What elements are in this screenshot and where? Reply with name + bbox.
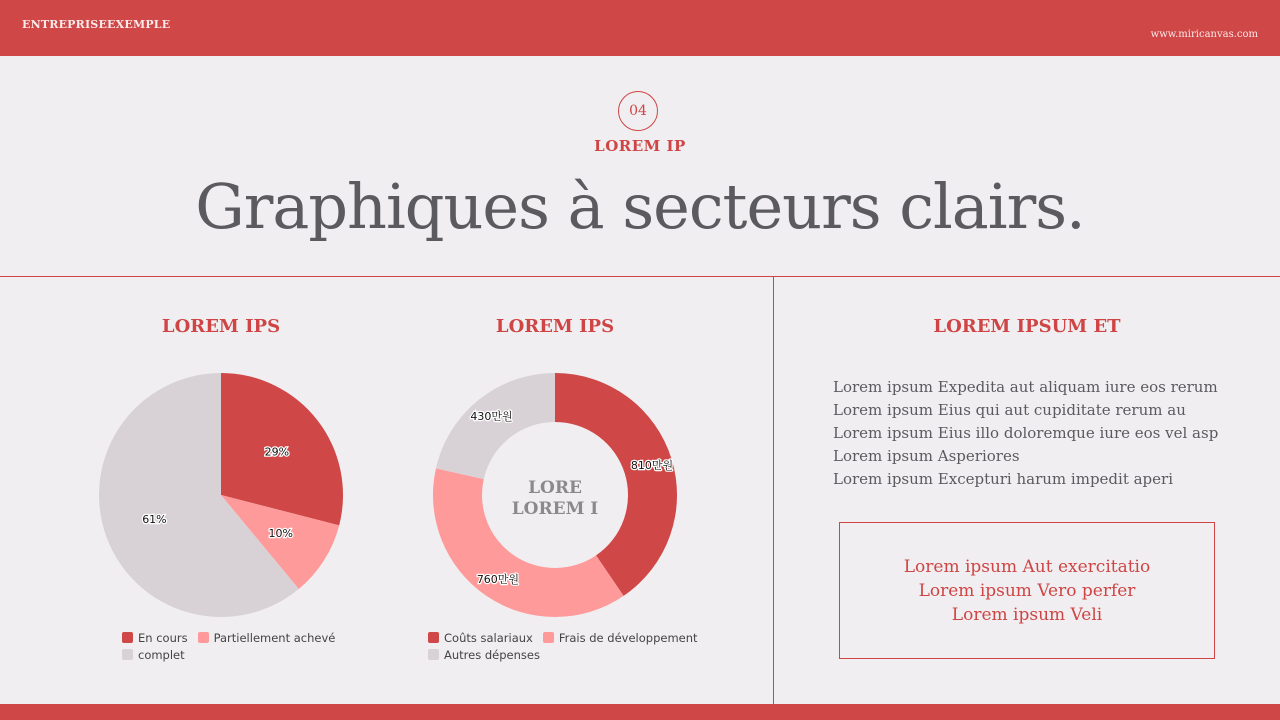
box-line: Lorem ipsum Vero perfer	[918, 580, 1136, 601]
legend-swatch	[122, 632, 133, 643]
section-label: LOREM IP	[594, 137, 686, 155]
highlight-box	[839, 522, 1215, 659]
legend-item	[122, 631, 188, 645]
legend-item	[543, 631, 698, 645]
legend-label: Autres dépenses	[444, 647, 540, 662]
legend-label: Frais de développement	[558, 630, 698, 645]
slice-value-label: 760만원	[476, 572, 520, 586]
website-url[interactable]: www.miricanvas.com	[1150, 29, 1258, 40]
slice-value-label: 29%	[264, 445, 290, 459]
box-line: Lorem ipsum Veli	[951, 604, 1103, 625]
bottom-bar	[0, 704, 1280, 720]
right-panel-title: LOREM IPSUM ET	[933, 316, 1121, 337]
pie-chart-title: LOREM IPS	[161, 316, 281, 337]
legend-label: En cours	[138, 630, 188, 645]
slice-value-label: 10%	[268, 526, 293, 540]
legend-item	[428, 631, 533, 645]
text-line: Lorem ipsum Expedita aut aliquam iure eos rerum	[833, 378, 1218, 396]
legend-swatch	[198, 632, 209, 643]
legend-swatch	[428, 632, 439, 643]
legend-label: Coûts salariaux	[444, 630, 533, 645]
text-line: Lorem ipsum Eius qui aut cupiditate rerum au	[833, 401, 1186, 419]
legend-label: complet	[138, 647, 185, 662]
donut-center-text: LORE	[528, 478, 582, 498]
pie-chart	[88, 362, 354, 628]
donut-chart	[422, 362, 688, 628]
brand-name: ENTREPRISEEXEMPLE	[22, 18, 171, 31]
legend-swatch	[122, 649, 133, 660]
slice-value-label: 61%	[142, 512, 167, 526]
vertical-divider	[773, 277, 774, 704]
donut-center-text: LOREM I	[511, 499, 599, 519]
legend-item	[122, 648, 185, 662]
legend-item	[428, 648, 540, 662]
text-line: Lorem ipsum Eius illo doloremque iure eos vel asp	[833, 424, 1219, 442]
slice-value-label: 810만원	[630, 459, 674, 473]
legend-label: Partiellement achevé	[213, 630, 336, 645]
slice-value-label: 430만원	[470, 409, 513, 423]
text-line: Lorem ipsum Asperiores	[833, 447, 1020, 465]
legend-swatch	[543, 632, 554, 643]
top-bar	[0, 0, 1280, 56]
page-title: Graphiques à secteurs clairs.	[195, 170, 1085, 243]
donut-chart-title: LOREM IPS	[495, 316, 615, 337]
legend-swatch	[428, 649, 439, 660]
text-line: Lorem ipsum Excepturi harum impedit aperi	[833, 470, 1174, 488]
pie-chart-legend	[122, 629, 345, 663]
section-number: 04	[618, 91, 658, 131]
text-list	[833, 376, 1218, 491]
donut-slice-2	[436, 373, 555, 479]
donut-chart-legend	[428, 629, 708, 663]
horizontal-divider	[0, 276, 1280, 277]
legend-item	[198, 631, 336, 645]
box-line: Lorem ipsum Aut exercitatio	[903, 556, 1151, 577]
